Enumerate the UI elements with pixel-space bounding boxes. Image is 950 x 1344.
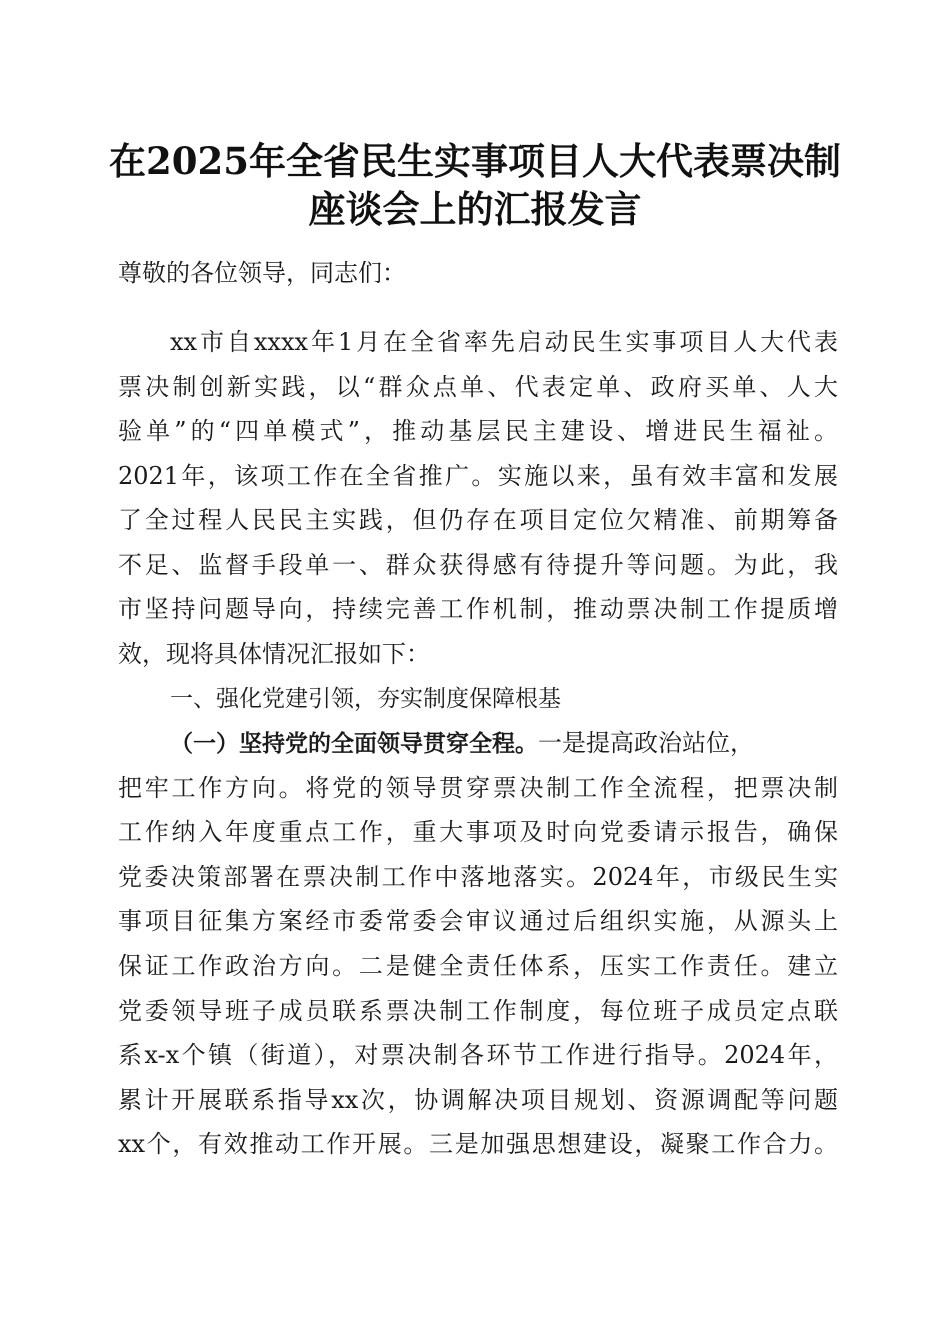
intro-line-3: 验单”的“四单模式”，推动基层民主建设、增进民生福祉。: [118, 417, 838, 445]
intro-line-7: 市坚持问题导向，持续完善工作机制，推动票决制工作提质增: [118, 595, 838, 623]
body-line-2: 工作纳入年度重点工作，重大事项及时向党委请示报告，确保: [118, 818, 838, 846]
document-title-line-1: 在2025年全省民生实事项目人大代表票决制: [109, 139, 841, 183]
intro-line-2: 票决制创新实践，以“群众点单、代表定单、政府买单、人大: [118, 373, 838, 401]
body-line-9: xx个，有效推动工作开展。三是加强思想建设，凝聚工作合力。: [118, 1130, 838, 1158]
body-line-6: 党委领导班子成员联系票决制工作制度，每位班子成员定点联: [118, 997, 838, 1025]
body-line-4: 事项目征集方案经市委常委会审议通过后组织实施，从源头上: [118, 907, 838, 935]
intro-line-6: 不足、监督手段单一、群众获得感有待提升等问题。为此，我: [118, 551, 838, 579]
section-1-heading: 一、强化党建引领，夯实制度保障根基: [170, 686, 561, 712]
subsection-1-first-line-rest: 一是提高政治站位，: [538, 729, 754, 757]
intro-line-5: 了全过程人民民主实践，但仍存在项目定位欠精准、前期筹备: [118, 506, 838, 534]
subsection-1-heading: （一）坚持党的全面领导贯穿全程。: [170, 731, 538, 757]
body-line-1: 把牢工作方向。将党的领导贯穿票决制工作全流程，把票决制: [118, 774, 838, 802]
intro-line-4: 2021年，该项工作在全省推广。实施以来，虽有效丰富和发展: [118, 462, 838, 490]
body-line-8: 累计开展联系指导xx次，协调解决项目规划、资源调配等问题: [118, 1086, 838, 1114]
intro-line-8: 效，现将具体情况汇报如下：: [118, 640, 430, 668]
body-line-7: 系x-x个镇（街道），对票决制各环节工作进行指导。2024年，: [118, 1041, 838, 1069]
intro-line-1: xx市自xxxx年1月在全省率先启动民生实事项目人大代表: [170, 328, 838, 356]
document-title-line-2: 座谈会上的汇报发言: [308, 187, 642, 231]
salutation: 尊敬的各位领导，同志们：: [118, 259, 406, 287]
body-line-3: 党委决策部署在票决制工作中落地落实。2024年，市级民生实: [118, 863, 838, 891]
body-line-5: 保证工作政治方向。二是健全责任体系，压实工作责任。建立: [118, 952, 838, 980]
subsection-1-first-line: [170, 726, 838, 761]
